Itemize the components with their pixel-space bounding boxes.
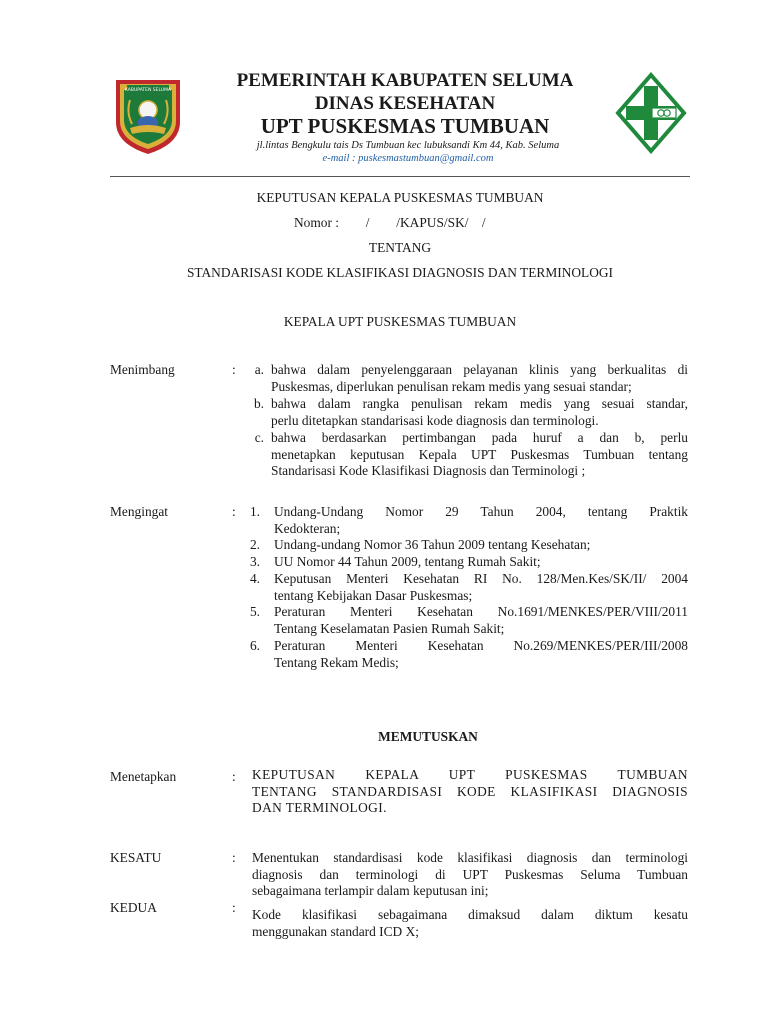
menimbang-marker-a: a. xyxy=(254,362,264,377)
mengingat-label: Mengingat xyxy=(110,504,169,519)
mengingat-item-1-line2: Kedokteran; xyxy=(274,520,341,536)
menimbang-item-a-line1: bahwa dalam penyelenggaraan pelayanan klinis yang berkualitas di xyxy=(271,362,688,377)
letterhead-government: PEMERINTAH KABUPATEN SELUMA xyxy=(236,70,574,91)
mengingat-item-5-line2: Tentang Keselamatan Pasien Rumah Sakit; xyxy=(274,620,505,636)
kesatu-text xyxy=(252,850,688,900)
menetapkan-text xyxy=(252,767,688,817)
kesatu-line1: Menentukan standardisasi kode klasifikasi diagnosis dan terminologi xyxy=(252,850,688,865)
mengingat-item-4-line2: tentang Kebijakan Dasar Puskesmas; xyxy=(274,587,473,603)
letterhead-divider xyxy=(110,176,690,177)
mengingat-marker-2: 2. xyxy=(249,537,260,552)
menimbang-item-b-line1: bahwa dalam rangka penulisan rekam medis yang sesuai standar, xyxy=(271,396,688,411)
mengingat-item-3: UU Nomor 44 Tahun 2009, tentang Rumah Sakit; xyxy=(274,554,541,569)
menetapkan-line2: TENTANG STANDARDISASI KODE KLASIFIKASI DIAGNOSIS xyxy=(252,783,688,799)
kesatu-label: KESATU xyxy=(110,850,162,865)
menimbang-marker-b: b. xyxy=(253,396,264,411)
decree-subject: STANDARISASI KODE KLASIFIKASI DIAGNOSIS DAN TERMINOLOGI xyxy=(186,265,614,280)
menimbang-item-c xyxy=(271,430,688,480)
kedua-text xyxy=(252,907,688,940)
mengingat-item-5-line1: Peraturan Menteri Kesehatan No.1691/MENKES/PER/VIII/2011 xyxy=(274,604,688,619)
letterhead-email: e-mail : puskesmastumbuan@gmail.com xyxy=(322,153,494,164)
kedua-line1: Kode klasifikasi sebagaimana dimaksud dalam diktum kesatu xyxy=(252,907,688,922)
mengingat-colon: : xyxy=(232,504,236,519)
mengingat-item-5 xyxy=(274,604,688,637)
mengingat-item-6-line2: Tentang Rekam Medis; xyxy=(274,654,399,670)
decree-tentang: TENTANG xyxy=(368,240,432,255)
menimbang-label: Menimbang xyxy=(110,362,175,377)
mengingat-marker-6: 6. xyxy=(249,638,260,653)
mengingat-item-1-line1: Undang-Undang Nomor 29 Tahun 2004, tentang Praktik xyxy=(274,504,688,519)
menimbang-item-b-line2: perlu ditetapkan standarisasi kode diagnosis dan terminologi. xyxy=(271,412,599,428)
kesatu-colon: : xyxy=(232,850,236,865)
mengingat-item-6 xyxy=(274,638,688,671)
menimbang-item-a xyxy=(271,362,688,395)
kesatu-line3: sebagaimana terlampir dalam keputusan ini; xyxy=(252,883,489,898)
mengingat-marker-4: 4. xyxy=(249,571,260,586)
mengingat-item-6-line1: Peraturan Menteri Kesehatan No.269/MENKES/PER/III/2008 xyxy=(274,638,688,653)
regency-seal-logo xyxy=(112,76,184,156)
kedua-label: KEDUA xyxy=(110,900,157,915)
svg-text:KABUPATEN SELUMA: KABUPATEN SELUMA xyxy=(124,88,172,93)
letterhead-address: jl.lintas Bengkulu tais Ds Tumbuan kec lubuksandi Km 44, Kab. Seluma xyxy=(256,140,560,151)
mengingat-marker-1: 1. xyxy=(249,504,260,519)
menimbang-item-c-line2: menetapkan keputusan Kepala UPT Puskesmas Tumbuan tentang xyxy=(271,446,688,462)
mengingat-item-4 xyxy=(274,571,688,604)
decree-number: Nomor : / /KAPUS/SK/ / xyxy=(294,215,486,230)
menetapkan-line1: KEPUTUSAN KEPALA UPT PUSKESMAS TUMBUAN xyxy=(252,767,688,782)
decree-title: KEPUTUSAN KEPALA PUSKESMAS TUMBUAN xyxy=(256,190,544,205)
menimbang-item-c-line1: bahwa berdasarkan pertimbangan pada huruf a dan b, perlu xyxy=(271,430,688,445)
menimbang-item-b xyxy=(271,396,688,429)
memutuskan-heading: MEMUTUSKAN xyxy=(378,729,478,744)
menimbang-item-a-line2: Puskesmas, diperlukan penulisan rekam medis yang sesuai standar; xyxy=(271,378,632,394)
menimbang-colon: : xyxy=(232,362,236,377)
letterhead-department: DINAS KESEHATAN xyxy=(314,93,496,114)
menimbang-marker-c: c. xyxy=(254,430,264,445)
decree-official: KEPALA UPT PUSKESMAS TUMBUAN xyxy=(283,314,517,329)
letterhead-institution: UPT PUSKESMAS TUMBUAN xyxy=(260,114,550,138)
menetapkan-colon: : xyxy=(232,769,236,784)
menetapkan-label: Menetapkan xyxy=(110,769,177,784)
kesatu-line2: diagnosis dan terminologi di UPT Puskesmas Seluma Tumbuan xyxy=(252,866,688,882)
mengingat-marker-3: 3. xyxy=(249,554,260,569)
menetapkan-line3: DAN TERMINOLOGI. xyxy=(252,800,387,815)
mengingat-item-1 xyxy=(274,504,688,537)
kedua-colon: : xyxy=(232,900,236,915)
mengingat-item-4-line1: Keputusan Menteri Kesehatan RI No. 128/Men.Kes/SK/II/ 2004 xyxy=(274,571,688,586)
mengingat-marker-5: 5. xyxy=(249,604,260,619)
menimbang-item-c-line3: Standarisasi Kode Klasifikasi Diagnosis dan Terminologi ; xyxy=(271,463,586,478)
kedua-line2: menggunakan standard ICD X; xyxy=(252,923,419,939)
mengingat-item-2: Undang-undang Nomor 36 Tahun 2009 tentang Kesehatan; xyxy=(274,537,591,552)
